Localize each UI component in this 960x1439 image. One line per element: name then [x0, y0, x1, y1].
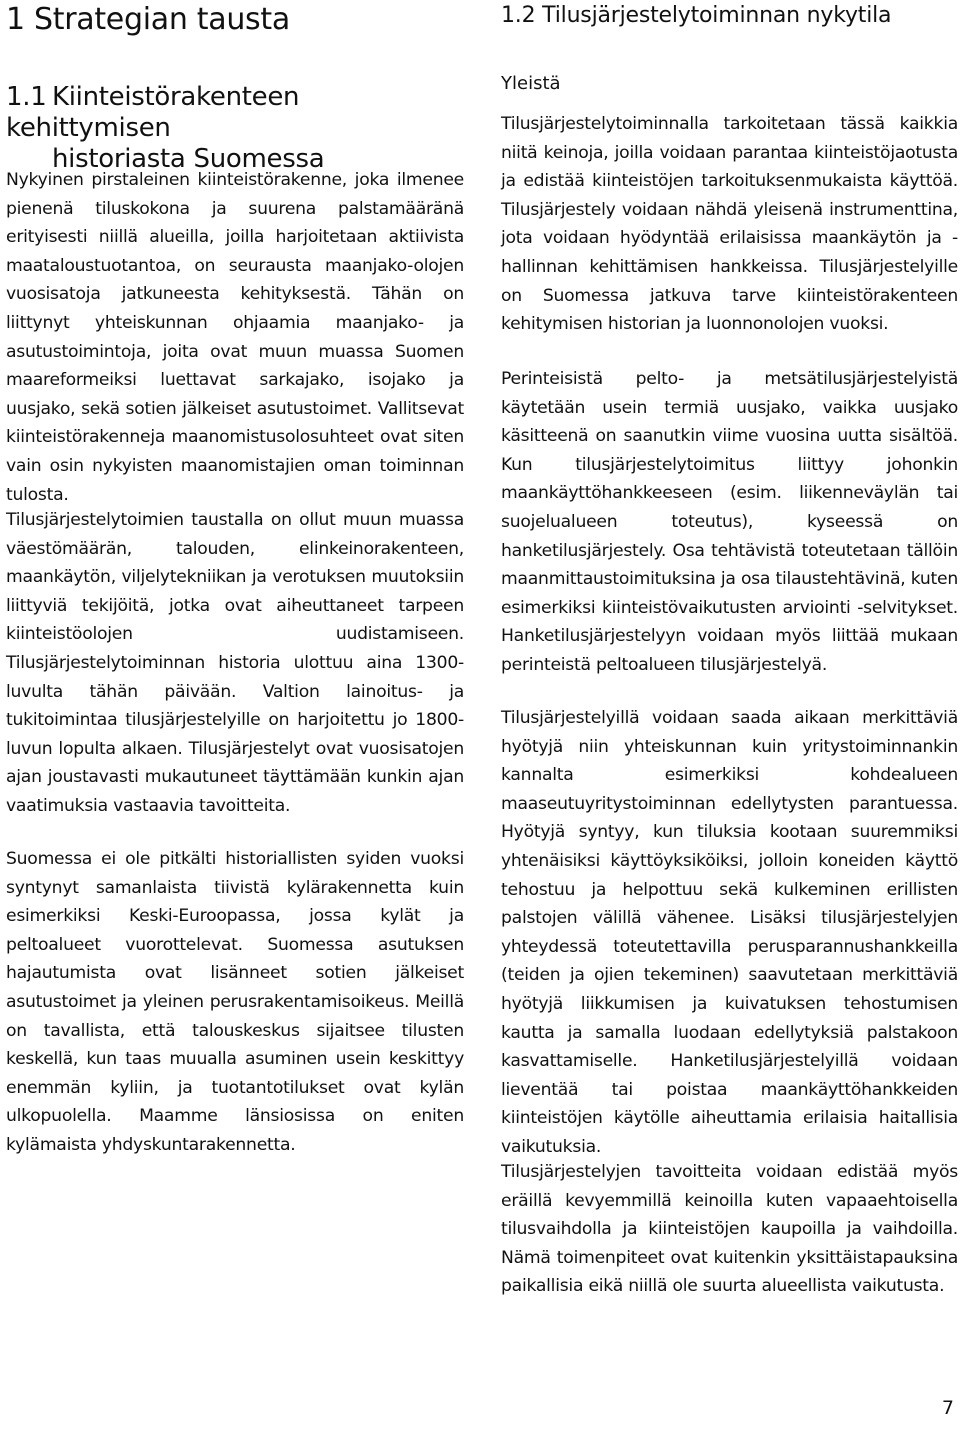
paragraph: Suomessa ei ole pitkälti historiallisten syiden vuoksi syntynyt samanlaista tiivistä kylärakennetta kuin esimerkiksi Keski-Euroopassa, jossa kylät ja peltoalueet vuorottelevat. Suomessa asutuksen hajautumista ovat lisänneet sotien jälkeiset asutustoimet ja yleinen perusrakentamisoikeus. Meillä on tavallista, että talouskeskus sijaitsee tilusten keskellä, kun taas muualla asuminen usein keskittyy enemmän kyliin, ja tuotantotilukset ovat kylän ulkopuolella. Maamme länsiosissa on eniten kylämaista yhdyskuntarakennetta.	[6, 849, 464, 1155]
subheading: Yleistä	[501, 73, 561, 94]
chapter-title: 1 Strategian tausta	[6, 2, 290, 37]
paragraph: Nykyinen pirstaleinen kiinteistörakenne, joka ilmenee pienenä tiluskokona ja suurena palstamääränä erityisesti niillä alueilla, joilla harjoitetaan aktiivista maataloustuotantoa, on seurausta maanjako-olojen vuosisatoja jatkuneesta kehityksestä. Tähän on liittynyt yhteiskunnan ohjaamia maanjako- ja asutustoimintoja, joita ovat muun muassa Suomen maareformeiksi luettavat sarkajako, isojako ja uusjako, sekä sotien jälkeiset asutustoimet. Vallitsevat kiinteistörakenneja maanomistusolosuhteet ovat siten vain osin nykyisten maanomistajien oman toiminnan tulosta.	[6, 170, 464, 505]
section-title	[6, 82, 464, 175]
paragraph: Tilusjärjestelyjen tavoitteita voidaan edistää myös eräillä kevyemmillä keinoilla kuten vapaaehtoisella tilusvaihdolla ja kiinteistöjen kaupoilla ja vaihdoilla. Nämä toimenpiteet ovat kuitenkin yksittäistapauksina paikallisia eikä niillä ole suurta alueellista vaikutusta.	[501, 1162, 958, 1297]
paragraph: Perinteisistä pelto- ja metsätilusjärjestelyistä käytetään usein termiä uusjako, vaikka uusjako käsitteenä on saanutkin viime vuosina uutta sisältöä. Kun tilusjärjestelytoimitus liittyy johonkin maankäyttöhankkeeseen (esim. liikenneväylän tai suojelualueen toteutus), kyseessä on hanketilusjärjestely. Osa tehtävistä toteutetaan tällöin maanmittaustoimituksina ja osa tilaustehtävinä, kuten esimerkiksi kiinteistövaikutusten arviointi -selvitykset. Hanketilusjärjestelyyn voidaan myös liittää mukaan perinteistä peltoalueen tilusjärjestelyä.	[501, 369, 958, 675]
section-number: 1.1	[6, 82, 47, 112]
paragraph: Tilusjärjestelytoimien taustalla on ollut muun muassa väestömäärän, talouden, elinkeinorakenteen, maankäytön, viljelytekniikan ja verotuksen muutoksiin liittyviä tekijöitä, jotka ovat aiheuttaneet tarpeen kiinteistöolojen uudistamiseen. Tilusjärjestelytoiminnan historia ulottuu aina 1300-luvulta tähän päivään. Valtion lainoitus- ja tukitoimintaa tilusjärjestelyille on harjoitettu jo 1800-luvun lopulta alkaen. Tilusjärjestelyt ovat vuosisatojen ajan joustavasti mukautuneet täyttämään kunkin ajan vaatimuksia vastaavia tavoitteita.	[6, 510, 464, 816]
section-title: 1.2 Tilusjärjestelytoiminnan nykytila	[501, 3, 892, 28]
paragraph: Tilusjärjestelyillä voidaan saada aikaan merkittäviä hyötyjä niin yhteiskunnan kuin yritystoiminnankin kannalta esimerkiksi kohdealueen maaseutuyritystoiminnan edellytysten parantuessa. Hyötyjä syntyy, kun tiluksia kootaan suuremmiksi yhtenäisiksi käyttöyksiköiksi, jolloin koneiden käyttö tehostuu ja helpottuu sekä kulkeminen erillisten palstojen välillä vähenee. Lisäksi tilusjärjestelyjen yhteydessä toteutettavilla perusparannushankkeilla (teiden ja ojien tekeminen) saavutetaan merkittäviä hyötyjä liikkumisen ja kuivatuksen tehostumisen kautta ja samalla luodaan edellytyksiä palstakoon kasvattamiselle. Hanketilusjärjestelyillä voidaan lieventää tai poistaa maankäyttöhankkeiden kiinteistöjen käytölle aiheuttamia erilaisia haitallisia vaikutuksia.	[501, 708, 958, 1157]
section-title-line2: historiasta Suomessa	[52, 144, 325, 174]
page-number: 7	[941, 1397, 954, 1419]
section-title-line1: Kiinteistörakenteen kehittymisen	[6, 82, 300, 143]
paragraph: Tilusjärjestelytoiminnalla tarkoitetaan tässä kaikkia niitä keinoja, joilla voidaan parantaa kiinteistöjaotusta ja edistää kiinteistöjen tarkoituksenmukaista käyttöä. Tilusjärjestely voidaan nähdä yleisenä instrumenttina, jota voidaan hyödyntää erilaisissa maankäytön ja -hallinnan kehittämisen hankkeissa. Tilusjärjestelyille on Suomessa jatkuva tarve kiinteistörakenteen kehitymisen historian ja luonnonolojen vuoksi.	[501, 114, 958, 335]
